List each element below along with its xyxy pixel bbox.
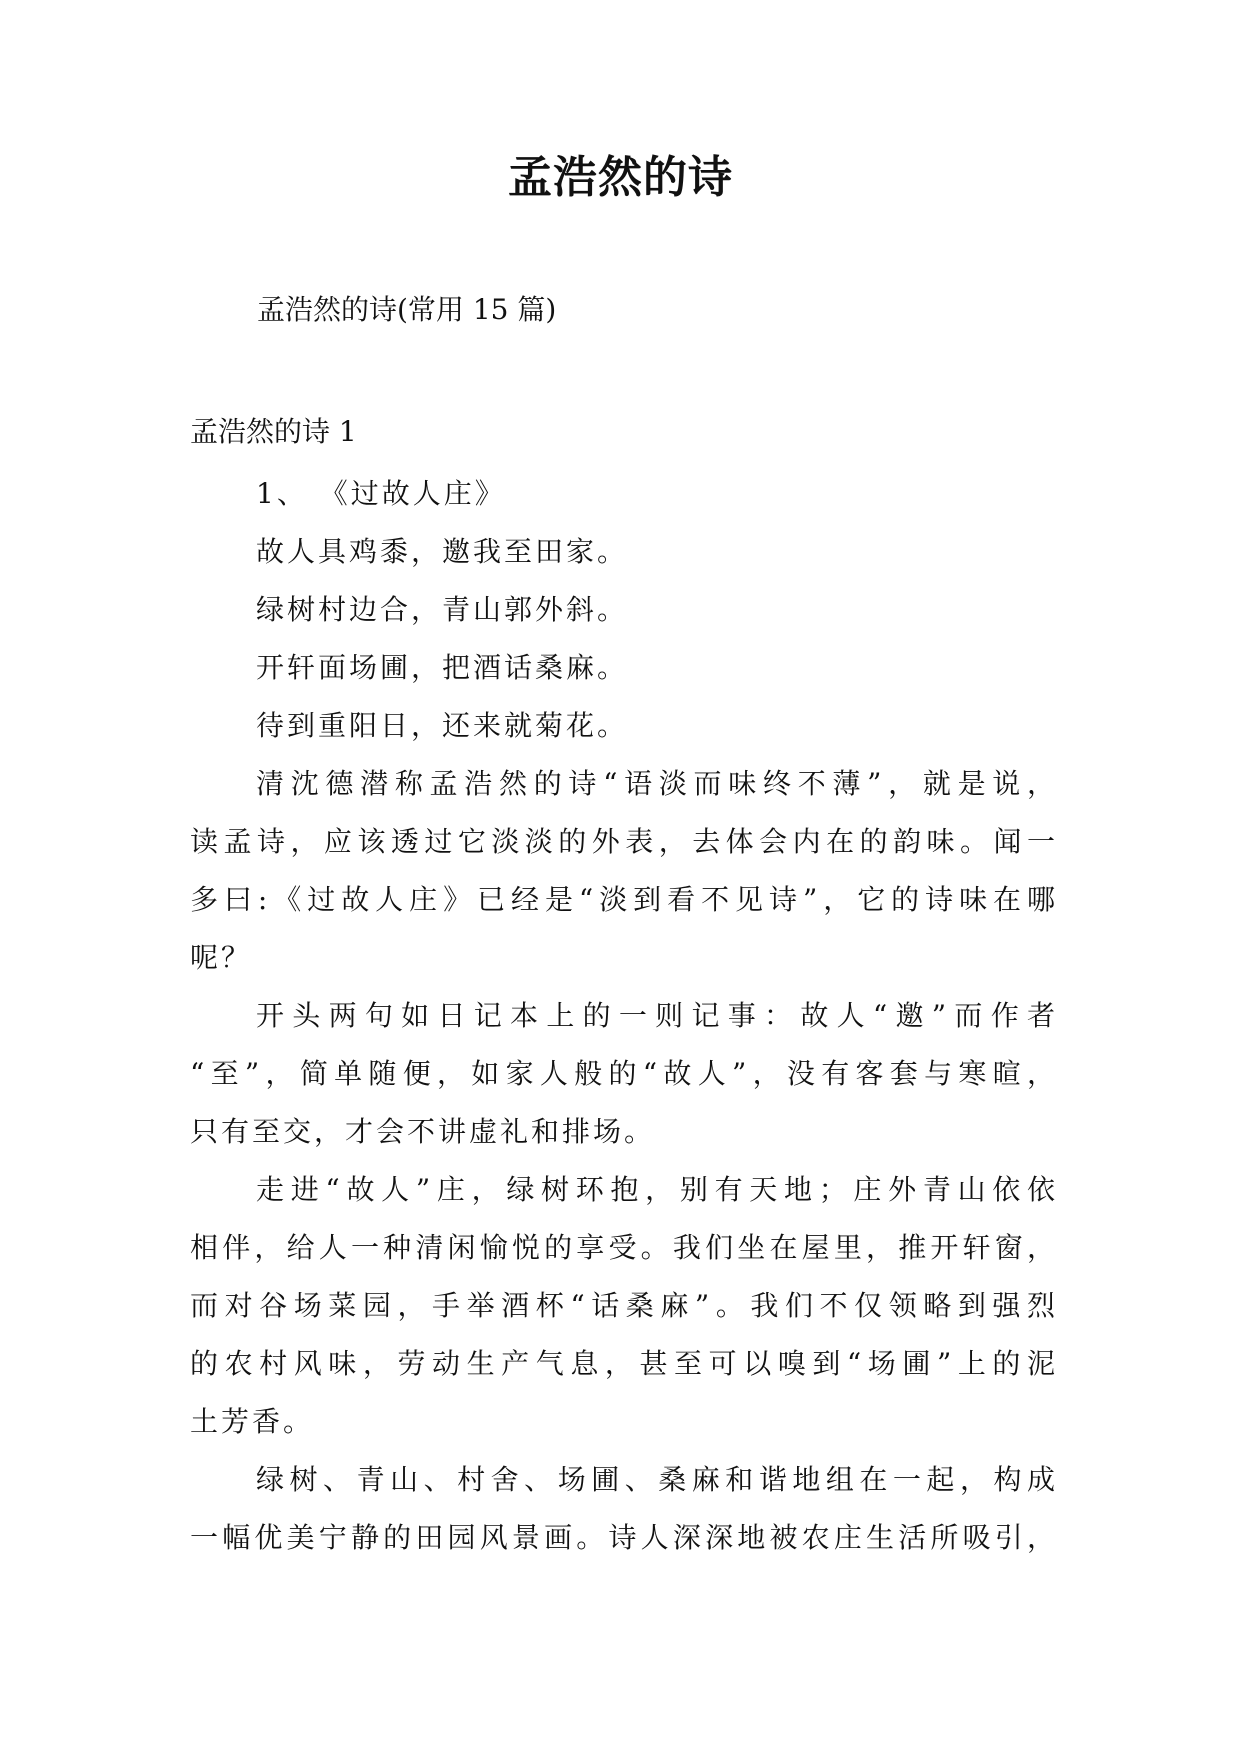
paragraph-line: 呢？ bbox=[190, 941, 253, 974]
paragraph-line: 而对谷场菜园，手举酒杯“话桑麻”。我们不仅领略到强烈 bbox=[190, 1289, 1058, 1322]
paragraph-line: 只有至交，才会不讲虚礼和排场。 bbox=[190, 1115, 656, 1148]
paragraph-line: 多曰:《过故人庄》已经是“淡到看不见诗”，它的诗味在哪 bbox=[190, 883, 1058, 916]
document-subtitle: 孟浩然的诗(常用 15 篇) bbox=[257, 293, 557, 326]
poem-line: 开轩面场圃，把酒话桑麻。 bbox=[256, 651, 629, 684]
paragraph-line: 绿树、青山、村舍、场圃、桑麻和谐地组在一起，构成 bbox=[256, 1463, 1058, 1496]
paragraph-line: 走进“故人”庄，绿树环抱，别有天地；庄外青山依依 bbox=[256, 1173, 1058, 1206]
poem-line: 绿树村边合，青山郭外斜。 bbox=[256, 593, 629, 626]
paragraph-line: 清沈德潜称孟浩然的诗“语淡而味终不薄”，就是说， bbox=[256, 767, 1058, 800]
paragraph-line: 一幅优美宁静的田园风景画。诗人深深地被农庄生活所吸引， bbox=[190, 1521, 1058, 1554]
document-title: 孟浩然的诗 bbox=[508, 152, 733, 203]
poem-line: 故人具鸡黍，邀我至田家。 bbox=[256, 535, 629, 568]
paragraph-line: 开头两句如日记本上的一则记事：故人“邀”而作者 bbox=[256, 999, 1058, 1032]
document-body bbox=[190, 465, 1058, 1567]
paragraph-line: 相伴，给人一种清闲愉悦的享受。我们坐在屋里，推开轩窗， bbox=[190, 1231, 1058, 1264]
paragraph-line: 读孟诗，应该透过它淡淡的外表，去体会内在的韵味。闻一 bbox=[190, 825, 1058, 858]
paragraph-line: 的农村风味，劳动生产气息，甚至可以嗅到“场圃”上的泥 bbox=[190, 1347, 1058, 1380]
paragraph-line: “至”，简单随便，如家人般的“故人”，没有客套与寒暄， bbox=[190, 1057, 1058, 1090]
poem-line: 待到重阳日，还来就菊花。 bbox=[256, 709, 629, 742]
section-heading: 孟浩然的诗 1 bbox=[190, 415, 357, 448]
poem-title-line: 1、 《过故人庄》 bbox=[256, 477, 506, 510]
paragraph-line: 土芳香。 bbox=[190, 1405, 315, 1438]
